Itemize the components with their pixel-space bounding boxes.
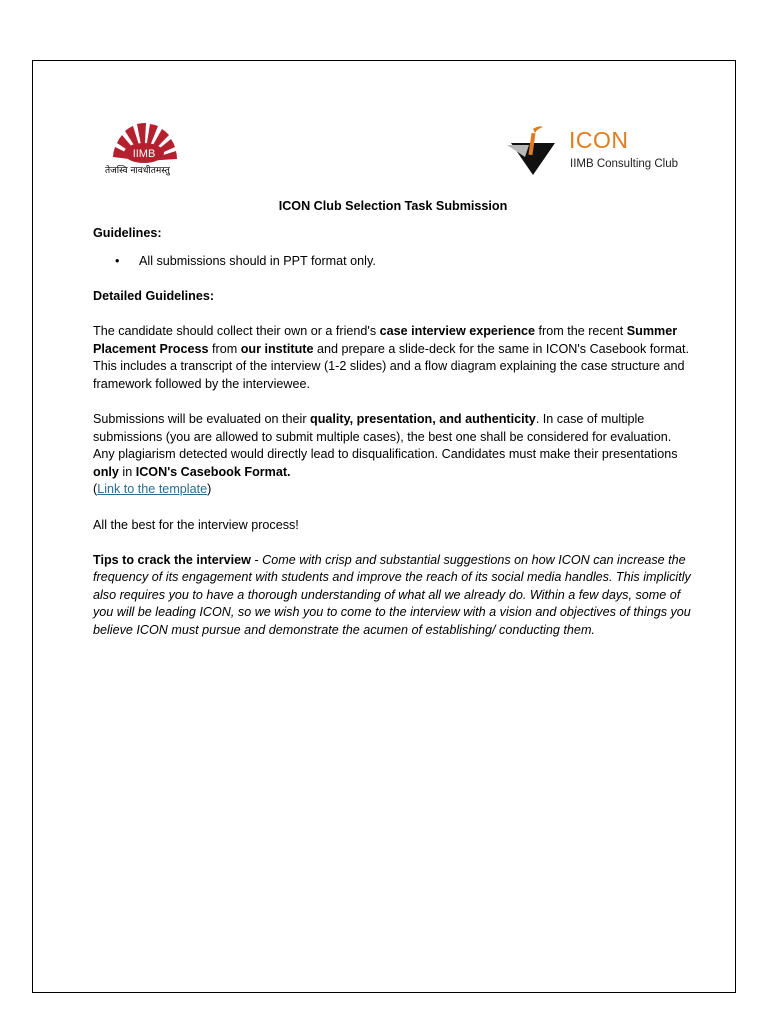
p2-bold-3: ICON's Casebook Format. xyxy=(135,464,291,479)
link-paren-close: ) xyxy=(207,482,212,497)
guideline-bullet: • All submissions should in PPT format only. xyxy=(93,253,693,271)
guidelines-list xyxy=(93,253,693,271)
paragraph-best-wishes: All the best for the interview process! xyxy=(93,517,299,532)
icon-logo-subtitle: IIMB Consulting Club xyxy=(570,158,679,170)
p1-text-3: from xyxy=(208,341,241,356)
p2-bold-1: quality, presentation, and authenticity xyxy=(310,411,536,426)
tips-heading: Tips to crack the interview xyxy=(93,552,251,567)
paragraph-case-experience xyxy=(93,323,693,393)
p2-bold-2: only xyxy=(93,464,119,479)
paragraph-evaluation xyxy=(93,411,693,499)
p1-bold-2: Summer Placement Process xyxy=(93,323,678,356)
tips-text: Come with crisp and substantial suggestions on how ICON can increase the frequency of its engagement with students and improve the reach of its social media handles. This implicitly also requires you to have a thorough understanding of what all we already do. Within a few days, some of you will be leading ICON, so we wish you to come to the interview with a vision and objectives of things you believe ICON must pursue and demonstrate the acumen of establishing/ conducting them. xyxy=(93,552,691,638)
p1-text-2: from the recent xyxy=(535,323,627,338)
icon-club-emblem-icon xyxy=(503,123,565,177)
template-link[interactable]: Link to the template xyxy=(97,482,208,497)
p1-text-1: The candidate should collect their own or a friend's xyxy=(93,323,380,338)
p2-text-1: Submissions will be evaluated on their xyxy=(93,411,311,426)
icon-logo-word: ICON xyxy=(569,127,629,153)
p1-text-4: and prepare a slide-deck for the same in ICON's Casebook format. This includes a transcript of the interview (1-2 slides) and a flow diagram explaining the case structure and framework followed by the interviewee. xyxy=(93,341,689,391)
paragraph-tips xyxy=(93,552,693,640)
detailed-guidelines-heading: Detailed Guidelines: xyxy=(93,288,215,303)
p1-bold-3: our institute xyxy=(240,341,314,356)
icon-club-logo xyxy=(503,123,565,177)
p2-text-2: . In case of multiple submissions (you are allowed to submit multiple cases), the best one shall be considered for evaluation. Any plagiarism detected would directly lead to disqualification. Candidates must make their presentations xyxy=(93,411,678,462)
guidelines-heading: Guidelines: xyxy=(93,225,162,240)
tips-dash: - xyxy=(250,552,263,567)
iimb-sunburst-icon xyxy=(103,117,185,163)
p2-text-3: in xyxy=(118,464,136,479)
document-title: ICON Club Selection Task Submission xyxy=(278,199,508,213)
p1-bold-1: case interview experience xyxy=(379,323,536,338)
iimb-tagline: तेजस्वि नावधीतमस्तु xyxy=(105,166,170,176)
document-page xyxy=(32,60,736,993)
document-body xyxy=(93,198,693,640)
iimb-logo-text: IIMB xyxy=(132,148,156,160)
link-paren-open: ( xyxy=(93,482,98,497)
